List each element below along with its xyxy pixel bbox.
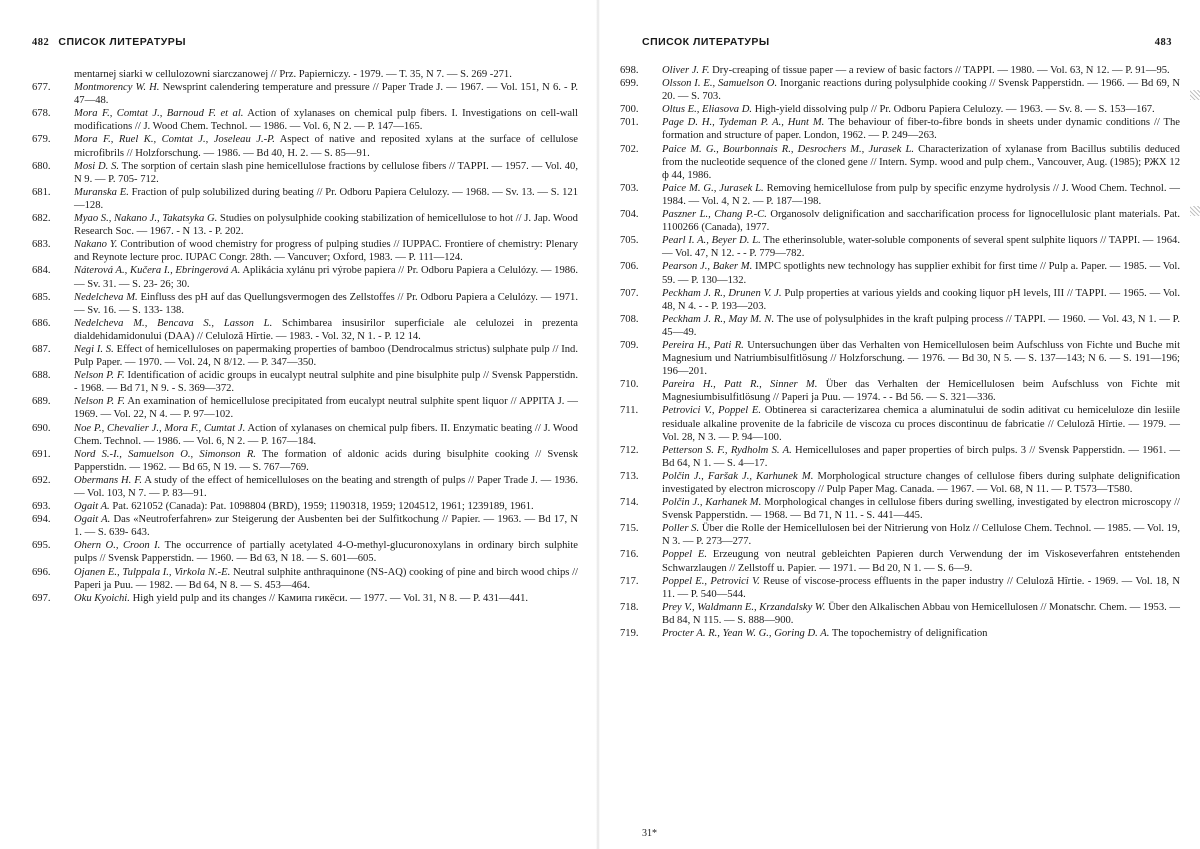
- scan-edge-mark: [1190, 90, 1200, 100]
- entry-text: Newsprint calendering temperature and pressure // Paper Trade J. — 1967. — Vol. 151, N 6. - P. 47—48.: [74, 82, 578, 107]
- entry-authors: Náterová A., Kučera I., Ebringerová A.: [74, 265, 241, 277]
- entry-number: 677.: [32, 82, 51, 94]
- entry-text: Inorganic reactions during polysulphide cooking // Svensk Papperstidn. — 1966. — Bd 69, N 20. — S. 703.: [662, 78, 1180, 103]
- entry-text: Fraction of pulp solubilized during beating // Pr. Odboru Papiera Celulozy. — 1968. — Sv. 13. — S. 121—128.: [74, 186, 578, 211]
- entry-number: 701.: [620, 117, 639, 129]
- entry-text: The occurrence of partially acetylated 4-O-methyl-glucuronoxylans in ordinary birch sulphite pulps // Svensk Papperstidn. — 1960. — Bd 63, N 18. — S. 601—605.: [74, 540, 578, 565]
- entry-authors: Nedelcheva M.: [74, 291, 138, 303]
- bibliography-list: [620, 64, 1180, 640]
- entry-number: 697.: [32, 592, 51, 604]
- bibliography-entry: [32, 474, 578, 500]
- entry-text: Characterization of xylanase from Bacillus subtilis deduced from the nucleotide sequence of the cloned gene // Intern. Symp. wood and pulp chem., Vancouver, Aug. (1985); РЖХ 12 ф 44, 1986.: [662, 143, 1180, 181]
- entry-number: 691.: [32, 448, 51, 460]
- right-page: [598, 0, 1200, 849]
- entry-text: mentarnej siarki w cellulozowni siarczanowej // Prz. Papierniczy. - 1979. — T. 35, N 7. — S. 269 -271.: [74, 69, 512, 80]
- entry-text: The topochemistry of delignification: [831, 628, 988, 640]
- entry-number: 685.: [32, 291, 51, 303]
- bibliography-entry: [620, 103, 1180, 116]
- entry-authors: Pereira H., Pati R.: [662, 339, 744, 351]
- entry-number: 717.: [620, 575, 639, 587]
- bibliography-entry: [32, 68, 578, 81]
- entry-authors: Oltus E., Eliasova D.: [662, 104, 753, 116]
- bibliography-entry: [620, 601, 1180, 627]
- entry-text: Organosolv delignification and saccharification process for lignocellulosic plant materials. Pat. 1100266 (Canada), 1977.: [662, 209, 1180, 234]
- entry-number: 716.: [620, 549, 639, 561]
- bibliography-entry: [620, 404, 1180, 443]
- entry-number: 679.: [32, 134, 51, 146]
- entry-text: Über die Rolle der Hemicellulosen bei der Nitrierung von Holz // Cellulose Chem. Technol. — 1985. — Vol. 19, N 3. — P. 273—277.: [662, 523, 1180, 548]
- entry-text: Reuse of viscose-process effluents in the paper industry // Celuloză Hîrtie. - 1969. — Vol. 18, N 11. — P. 540—544.: [662, 575, 1180, 600]
- entry-authors: Page D. H., Tydeman P. A., Hunt M.: [662, 117, 825, 129]
- entry-number: 689.: [32, 396, 51, 408]
- entry-authors: Pearson J., Baker M.: [662, 261, 753, 273]
- entry-number: 700.: [620, 104, 639, 116]
- entry-authors: Petrovici V., Poppel E.: [662, 405, 761, 417]
- entry-text: Effect of hemicelluloses on papermaking properties of bamboo (Dendrocalmus strictus) sulphate pulp // Ind. Pulp Paper. — 1970. — Vol. 24, N 8/12. — P. 347—350.: [74, 343, 578, 369]
- entry-number: 698.: [620, 65, 639, 76]
- entry-text: Action of xylanases on chemical pulp fibers. I. Investigations on cell-wall modifications // J. Wood Chem. Technol. — 1986. — Vol. 6, N 2. — P. 147—165.: [74, 108, 578, 133]
- entry-authors: Pareira H., Patt R., Sinner M.: [662, 379, 818, 391]
- entry-number: 702.: [620, 143, 639, 155]
- entry-number: 709.: [620, 339, 639, 351]
- entry-authors: Poppel E., Petrovici V.: [662, 575, 760, 587]
- entry-authors: Mora F., Ruel K., Comtat J., Joseleau J.-P.: [74, 134, 275, 146]
- entry-authors: Noe P., Chevalier J., Mora F., Cumtat J.: [74, 422, 246, 434]
- entry-text: Hemicelluloses and paper properties of birch pulps. 3 // Svensk Papperstidn. — 1961. — Bd 64, N 1. — S. 4—17.: [662, 444, 1180, 469]
- entry-text: High yield pulp and its changes // Камипа гикёси. — 1977. — Vol. 31, N 8. — P. 431—441.: [132, 592, 529, 604]
- entry-text: Action of xylanases on chemical pulp fibers. II. Enzymatic beating // J. Wood Chem. Technol. — 1986. — Vol. 6, N 2. — P. 167—184.: [74, 422, 578, 447]
- entry-authors: Nedelcheva M., Bencava S., Lasson L.: [74, 317, 273, 329]
- entry-authors: Ohern O., Croon I.: [74, 540, 161, 552]
- entry-text: Removing hemicellulose from pulp by specific enzyme hydrolysis // J. Wood Chem. Technol. — 1984. — Vol. 4, N 2. — P. 187—198.: [662, 182, 1180, 207]
- bibliography-entry: [32, 395, 578, 421]
- entry-number: 703.: [620, 182, 639, 194]
- bibliography-entry: [620, 313, 1180, 339]
- entry-text: High-yield dissolving pulp // Pr. Odboru Papiera Celulozy. — 1963. — Sv. 8. — S. 153—167.: [754, 104, 1155, 116]
- entry-authors: Peckham J. R., Drunen V. J.: [662, 287, 782, 299]
- bibliography-entry: [32, 369, 578, 395]
- bibliography-entry: [32, 160, 578, 186]
- entry-number: 707.: [620, 287, 639, 299]
- entry-number: 696.: [32, 566, 51, 578]
- entry-text: Pulp properties at various yields and cooking liquor pH levels, III // TAPPI. — 1965. — Vol. 48, N 4. - - P. 193—203.: [662, 287, 1180, 312]
- bibliography-entry: [32, 212, 578, 238]
- entry-number: 687.: [32, 343, 51, 355]
- entry-number: 695.: [32, 540, 51, 552]
- entry-number: 686.: [32, 317, 51, 329]
- bibliography-entry: [32, 566, 578, 592]
- entry-text: The use of polysulphides in the kraft pulping process // TAPPI. — 1960. — Vol. 43, N 1. — P. 45—49.: [662, 313, 1180, 338]
- entry-authors: Oku Kyoichi.: [74, 592, 130, 604]
- entry-authors: Paice M. G., Bourbonnais R., Desrochers M., Jurasek L.: [662, 143, 915, 155]
- entry-authors: Paice M. G., Jurasek L.: [662, 182, 764, 194]
- entry-text: IMPC spotlights new technology has supplier exhibit for first time // Pulp a. Paper. — 1985. — Vol. 59. — P. 130—132.: [662, 261, 1180, 286]
- entry-number: 699.: [620, 78, 639, 90]
- entry-number: 708.: [620, 313, 639, 325]
- entry-text: The behaviour of fiber-to-fibre bonds in sheets under dynamic conditions // The formation and structure of paper. London, 1962. — P. 249—263.: [662, 117, 1181, 142]
- entry-text: Über den Alkalischen Abbau von Hemicellulosen // Monatschr. Chem. — 1953. — Bd 84, N 115. — S. 888—900.: [662, 601, 1181, 626]
- entry-text: Untersuchungen über das Verhalten von Hemicellulosen beim Aufschluss von Fichte und Buche mit Magnesium und Natriumbisulfitlösung // Holzforschung. — 1976. — Bd 30, N 5. — S. 137—143; N 6. — S. 191—196; 196—201.: [662, 339, 1181, 378]
- bibliography-entry: [32, 238, 578, 264]
- bibliography-entry: [32, 81, 578, 107]
- entry-number: 683.: [32, 239, 51, 251]
- bibliography-entry: [32, 291, 578, 317]
- entry-authors: Pearl I. A., Beyer D. L.: [662, 235, 761, 247]
- entry-authors: Nelson P. F.: [74, 396, 125, 408]
- entry-authors: Nord S.-I., Samuelson O., Simonson R.: [74, 448, 256, 460]
- entry-number: 704.: [620, 209, 639, 221]
- entry-text: Morphological changes in cellulose fibers during swelling, investigated by electron microscopy // Svensk Papperstidn. — 1968. — Bd 71, N 11. - S. 441—445.: [662, 497, 1180, 522]
- entry-text: The sorption of certain slash pine hemicellulose fractions by cellulose fibers // TAPPI. — 1957. — Vol. 40, N 9. — P. 705- 712.: [74, 160, 578, 185]
- bibliography-entry: [32, 422, 578, 448]
- bibliography-entry: [620, 234, 1180, 260]
- entry-authors: Ojanen E., Tulppala I., Virkola N.-E.: [74, 566, 231, 578]
- entry-authors: Mosi D. S.: [74, 160, 120, 172]
- entry-number: 688.: [32, 370, 51, 382]
- entry-text: Aplikácia xylánu pri výrobe papiera // Pr. Odboru Papiera a Celulózy. — 1986. — Sv. 31. — S. 23- 26; 30.: [74, 265, 578, 290]
- bibliography-entry: [32, 513, 578, 539]
- bibliography-entry: [32, 539, 578, 565]
- entry-authors: Prey V., Waldmann E., Krzandalsky W.: [662, 601, 826, 613]
- entry-text: Schimbarea insusirilor superficiale ale celulozei in prezenta dialdehidamidonului (DAA) // Celuloză Hîrtie. — 1983. - Vol. 32, N 1. - P. 12 14.: [74, 317, 578, 342]
- bibliography-entry: [620, 287, 1180, 313]
- bibliography-entry: [620, 64, 1180, 77]
- entry-text: Das «Neutroferfahren» zur Steigerung der Ausbenten bei der Sulfitkochung // Papier. — 1963. — Bd 17, N 1. — S. 639- 643.: [74, 514, 578, 539]
- bibliography-entry: [32, 592, 578, 605]
- entry-text: An examination of hemicellulose precipitated from eucalypt neutral sulphite spent liquor // APPITA J. — 1969. — Vol. 22, N 4. — P. 97—102.: [74, 396, 578, 421]
- bibliography-entry: [620, 260, 1180, 286]
- entry-authors: Muranska E.: [74, 186, 129, 198]
- signature-mark: 31*: [642, 828, 657, 839]
- entry-number: 710.: [620, 379, 639, 391]
- entry-number: 714.: [620, 497, 639, 509]
- left-page-header-row: [32, 36, 186, 48]
- entry-text: Studies on polysulphide cooking stabilization of hemicellulose to hot // J. Jap. Wood Research Soc. — 1967. - N 13. - P. 202.: [74, 213, 578, 238]
- entry-text: Über das Verhalten der Hemicellulosen beim Aufschluss von Fichte mit Magnesiumbisulfitlösung // Paperi ja Puu. — 1974. - - Bd 56. — S. 321—336.: [662, 379, 1180, 404]
- entry-authors: Procter A. R., Yean W. G., Goring D. A.: [662, 628, 830, 640]
- entry-authors: Nelson P. F.: [74, 370, 125, 382]
- entry-text: Dry-creaping of tissue paper — a review of basic factors // TAPPI. — 1980. — Vol. 63, N 12. — P. 91—95.: [712, 65, 1170, 76]
- right-page-header: [620, 36, 1180, 50]
- bibliography-entry: [32, 107, 578, 133]
- entry-text: Obtinerea si caracterizarea chemica a aluminatului de sodin aditivat cu hemiceluloze din lesiile residuale alkaline provenite de la fabricile de viscoza cu proces discontinuu de fabricatie // Celuloză Hîrtie. — 1979. — Vol. 28, N 3. — P. 94—100.: [662, 405, 1180, 443]
- entry-authors: Ogait A.: [74, 501, 110, 513]
- entry-text: Erzeugung von neutral gebleichten Papieren durch Verwendung der im Viskoseverfahren entstehenden Schwarzlaugen // Zellstoff u. Papier. — 1971. — Bd 20, N 1. — S. 6—9.: [662, 549, 1180, 574]
- bibliography-entry: [620, 627, 1180, 640]
- entry-text: Aspect of native and reposited xylans at the surface of cellulose microfibrils // Holzforschung. — 1986. — Bd 40, H. 2. — S. 85—91.: [74, 134, 578, 159]
- entry-number: 712.: [620, 444, 639, 456]
- entry-number: 692.: [32, 474, 51, 486]
- bibliography-entry: [620, 470, 1180, 496]
- running-title: СПИСОК ЛИТЕРАТУРЫ: [642, 36, 770, 48]
- entry-number: 694.: [32, 514, 51, 526]
- bibliography-entry: [620, 339, 1180, 378]
- entry-number: 680.: [32, 160, 51, 172]
- entry-number: 705.: [620, 235, 639, 247]
- entry-number: 711.: [620, 405, 639, 417]
- entry-text: Identification of acidic groups in eucalypt neutral sulphite and pine bisulphite pulp // Svensk Papperstidn. - 1968. — Bd 71, N 9. - S. 369—372.: [74, 370, 578, 395]
- entry-number: 718.: [620, 601, 639, 613]
- bibliography-entry: [620, 496, 1180, 522]
- bibliography-entry: [32, 448, 578, 474]
- entry-authors: Polčin J., Karhanek M.: [662, 497, 762, 509]
- entry-number: 693.: [32, 501, 51, 513]
- bibliography-list: [32, 68, 578, 605]
- page-number: 483: [1154, 37, 1172, 48]
- entry-text: Einfluss des pH auf das Quellungsvermogen des Zellstoffes // Pr. Odboru Papiera a Celulózy. — 1971. — Sv. 16. — S. 133- 138.: [74, 291, 578, 316]
- bibliography-entry: [32, 317, 578, 343]
- entry-text: Morphological structure changes of cellulose fibers during sulphate delignification investigated by electron microscopy // Pulp Paper Mag. Canada. — 1967. — Vol. 68, N 11. — P. T573—T580.: [662, 470, 1181, 495]
- entry-authors: Peckham J. R., May M. N.: [662, 313, 775, 325]
- bibliography-entry: [32, 500, 578, 513]
- entry-number: 706.: [620, 261, 639, 273]
- bibliography-entry: [620, 522, 1180, 548]
- entry-authors: Poppel E.: [662, 549, 707, 561]
- entry-authors: Obermans H. F.: [74, 474, 142, 486]
- entry-number: 681.: [32, 186, 51, 198]
- entry-authors: Myao S., Nakano J., Takatsyka G.: [74, 213, 218, 225]
- entry-number: 682.: [32, 213, 51, 225]
- entry-text: Neutral sulphite anthraquinone (NS-AQ) cooking of pine and birch wood chips // Paperi ja Puu. — 1982. — Bd 64, N 8. — S. 453—464.: [74, 566, 578, 591]
- entry-authors: Oliver J. F.: [662, 65, 710, 76]
- left-page: [0, 0, 598, 849]
- left-page-header: [32, 36, 578, 50]
- entry-authors: Olsson I. E., Samuelson O.: [662, 78, 778, 90]
- entry-number: 678.: [32, 108, 51, 120]
- page-number: 482: [32, 37, 50, 48]
- entry-authors: Poller S.: [662, 523, 700, 535]
- entry-authors: Negi I. S.: [74, 343, 114, 355]
- entry-authors: Nakano Y.: [74, 239, 118, 251]
- bibliography-entry: [620, 208, 1180, 234]
- bibliography-entry: [620, 378, 1180, 404]
- bibliography-entry: [32, 133, 578, 159]
- entry-text: Pat. 621052 (Canada): Pat. 1098804 (BRD), 1959; 1190318, 1959; 1204512, 1961; 1239189, 1961.: [112, 501, 534, 513]
- bibliography-entry: [620, 143, 1180, 182]
- entry-number: 715.: [620, 523, 639, 535]
- bibliography-entry: [620, 116, 1180, 142]
- entry-authors: Paszner L., Chang P.-C.: [662, 209, 767, 221]
- entry-authors: Polčin J., Faršak J., Karhunek M.: [662, 470, 814, 482]
- bibliography-entry: [620, 182, 1180, 208]
- bibliography-entry: [32, 343, 578, 369]
- entry-number: 719.: [620, 628, 639, 640]
- scan-edge-mark: [1190, 206, 1200, 216]
- bibliography-entry: [32, 186, 578, 212]
- running-title: СПИСОК ЛИТЕРАТУРЫ: [58, 36, 187, 48]
- entry-authors: Mora F., Comtat J., Barnoud F. et al.: [74, 108, 244, 120]
- entry-authors: Ogait A.: [74, 514, 111, 526]
- bibliography-entry: [620, 77, 1180, 103]
- entry-number: 684.: [32, 265, 51, 277]
- entry-authors: Petterson S. F., Rydholm S. A.: [662, 444, 792, 456]
- entry-text: The etherinsoluble, water-soluble components of several spent sulphite liquors // TAPPI. — 1964. — Vol. 47, N 12. - - P. 779—782.: [662, 235, 1180, 260]
- entry-number: 690.: [32, 422, 51, 434]
- bibliography-entry: [620, 548, 1180, 574]
- bibliography-entry: [620, 575, 1180, 601]
- bibliography-entry: [620, 444, 1180, 470]
- entry-text: A study of the effect of hemicelluloses on the beating and strength of pulps // Paper Trade J. — 1936. — Vol. 103, N 7. — P. 83—91.: [74, 474, 578, 499]
- entry-text: Contribution of wood chemistry for progress of pulping studies // IUPPAC. Frontiere of chemistry: Plenary and Reynote lecture proc. IUPAC Congr. 28th. — Vancuver; Oxford, 1983. — P. 111—124.: [74, 239, 578, 264]
- entry-authors: Montmorency W. H.: [74, 82, 160, 94]
- entry-text: The formation of aldonic acids during bisulphite cooking // Svensk Papperstidn. — 1962. — Bd 65, N 19. — S. 767—769.: [74, 448, 578, 473]
- entry-number: 713.: [620, 470, 639, 482]
- bibliography-entry: [32, 264, 578, 290]
